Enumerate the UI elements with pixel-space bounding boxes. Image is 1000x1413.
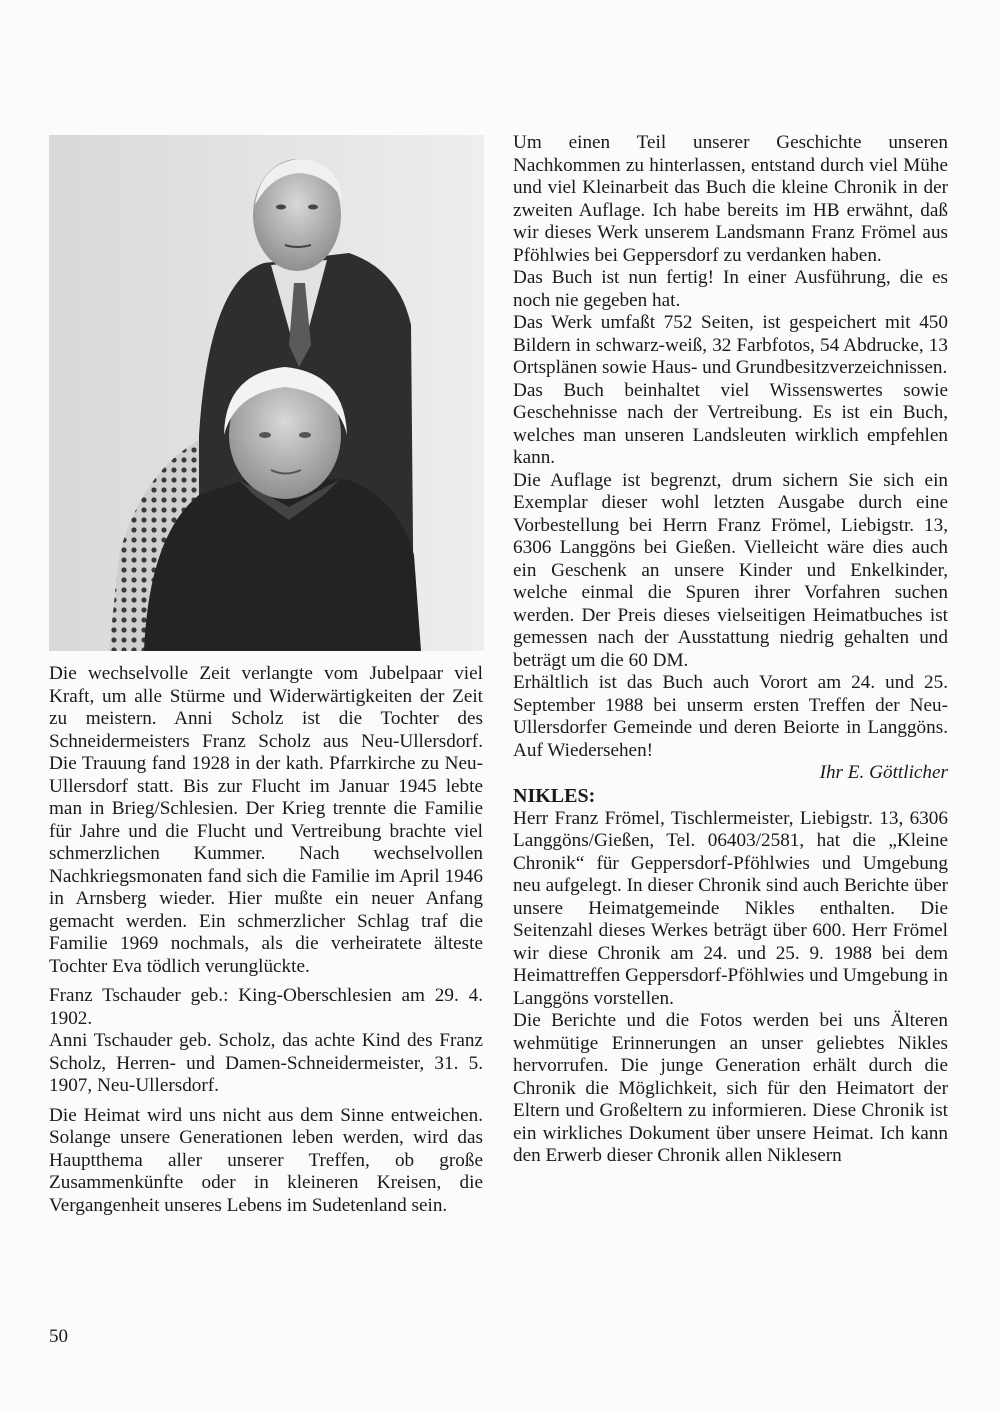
left-paragraph: Franz Tschauder geb.: King-Oberschlesien am 29. 4. 1902. (49, 985, 483, 1029)
right-paragraph: Das Buch ist nun fertig! In einer Ausführung, die es noch nie gegeben hat. (513, 267, 948, 311)
right-column (513, 132, 948, 1168)
right-paragraph: Die Auflage ist begrenzt, drum sichern Sie sich ein Exemplar dieser wohl letzten Ausgabe durch eine Vorbestellung bei Herrn Franz Frömel, Liebigstr. 13, 6306 Langgöns bei Gießen. Vielleicht wäre dies auch ein Geschenk an unsere Kinder und Enkelkinder, welche einmal die Spuren ihrer Vorfahren suchen werden. Der Preis dieses vielseitigen Heimatbuches ist gemessen nach der Ausstattung niedrig gehalten und beträgt um die 60 DM. (513, 469, 948, 671)
nikles-paragraph: Die Berichte und die Fotos werden bei uns Älteren wehmütige Erinnerungen an unser geliebtes Nikles hervorrufen. Die junge Generation erhält durch die Chronik die Möglichkeit, sich für den Heimatort der Eltern und Großeltern zu informieren. Diese Chronik ist ein wirkliches Dokument über unsere Heimat. Ich kann den Erwerb dieser Chronik allen Niklesern (513, 1010, 948, 1166)
right-paragraph: Um einen Teil unserer Geschichte unseren Nachkommen zu hinterlassen, entstand durch viel Mühe und viel Kleinarbeit das Buch die kleine Chronik in der zweiten Auflage. Ich habe bereits im HB erwähnt, daß wir dieses Werk unserem Landsmann Franz Frömel aus Pföhlwies bei Geppersdorf zu verdanken haben. (513, 132, 948, 266)
left-paragraph: Anni Tschauder geb. Scholz, das achte Kind des Franz Scholz, Herren- und Damen-Schneidermeister, 31. 5. 1907, Neu-Ullersdorf. (49, 1030, 483, 1096)
page-number: 50 (49, 1326, 68, 1347)
section-heading-nikles: NIKLES: (513, 784, 596, 807)
right-paragraph: Das Buch beinhaltet viel Wissenswertes sowie Geschehnisse nach der Vertreibung. Es ist ein Buch, welches man unseren Landsleuten wirklich empfehlen kann. (513, 379, 948, 468)
nikles-paragraph: Herr Franz Frömel, Tischlermeister, Liebigstr. 13, 6306 Langgöns/Gießen, Tel. 06403/2581, hat die „Kleine Chronik“ für Geppersdorf-Pföhlwies und Umgebung neu aufgelegt. In dieser Chronik sind auch Berichte über unsere Heimatgemeinde Nikles enthalten. Die Seitenzahl dieses Werkes beträgt über 600. Herr Frömel wir diese Chronik am 24. und 25. 9. 1988 bei dem Heimattreffen Geppersdorf-Pföhlwies und Umgebung in Langgöns vorstellen. (513, 807, 948, 1009)
portrait-image-icon (49, 135, 484, 651)
author-signature: Ihr E. Göttlicher (819, 762, 948, 783)
right-paragraph: Das Werk umfaßt 752 Seiten, ist gespeichert mit 450 Bildern in schwarz-weiß, 32 Farbfotos, 54 Abdrucke, 13 Ortsplänen sowie Haus- und Grundbesitzverzeichnissen. (513, 312, 948, 378)
left-paragraph: Die Heimat wird uns nicht aus dem Sinne entweichen. Solange unsere Generationen leben werden, wird das Hauptthema aller unserer Treffen, ob große Zusammenkünfte oder in kleineren Kreisen, die Vergangenheit unseres Lebens im Sudetenland sein. (49, 1104, 483, 1216)
left-column (49, 663, 483, 1217)
couple-photo (49, 135, 484, 651)
right-paragraph: Erhältlich ist das Buch auch Vorort am 24. und 25. September 1988 bei unserm ersten Treffen der Neu-Ullersdorfer Gemeinde und deren Beiorte in Langgöns. Auf Wiedersehen! (513, 672, 948, 761)
left-paragraph: Die wechselvolle Zeit verlangte vom Jubelpaar viel Kraft, um alle Stürme und Widerwärtigkeiten der Zeit zu meistern. Anni Scholz ist die Tochter des Schneidermeisters Franz Scholz aus Neu-Ullersdorf. Die Trauung fand 1928 in der kath. Pfarrkirche zu Neu-Ullersdorf statt. Bis zur Flucht im Januar 1945 lebte man in Brieg/Schlesien. Der Krieg trennte die Familie für Jahre und die Flucht und Vertreibung brachte viel schmerzlichen Kummer. Nach wechselvollen Nachkriegsmonaten fand sich die Familie im April 1946 in Arnsberg wieder. Hier mußte ein neuer Anfang gemacht werden. Ein schmerzlicher Schlag traf die Familie 1969 nochmals, als die verheiratete älteste Tochter Eva tödlich verunglückte. (49, 663, 483, 977)
